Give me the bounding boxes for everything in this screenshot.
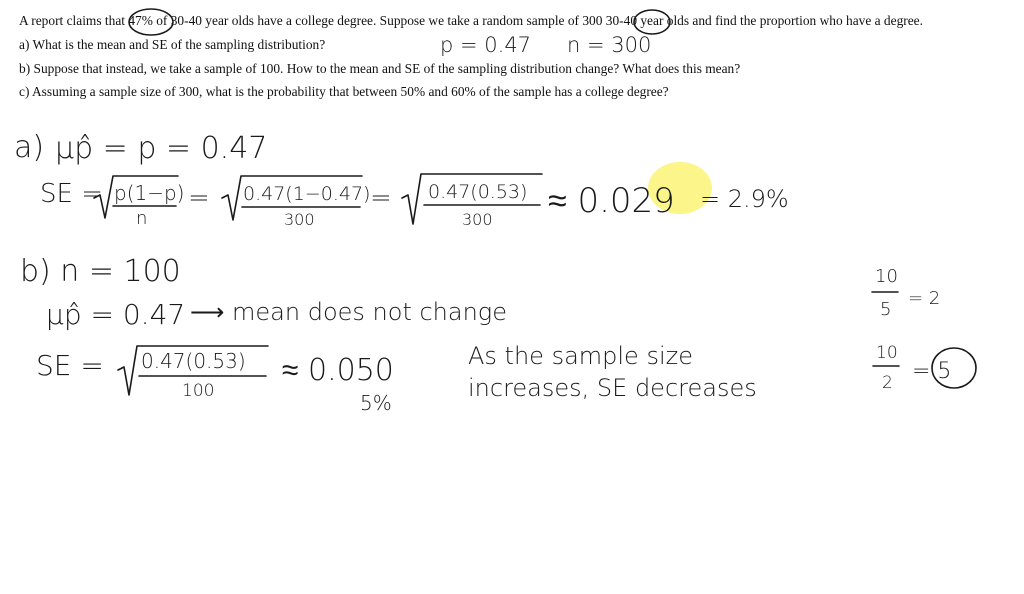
equals-1: =: [188, 183, 210, 213]
a-mean: μp̂ = p = 0.47: [55, 131, 268, 166]
circle-47-percent: [129, 9, 173, 35]
b-se-percent: 5%: [360, 391, 392, 415]
a-label: a): [14, 130, 45, 165]
a-formula-num: p(1−p): [114, 181, 185, 205]
question-c: c) Assuming a sample size of 300, what is the probability that between 50% and 60% of the sample has a college degree?: [19, 84, 669, 99]
b-mean: μp̂ = 0.47: [46, 298, 186, 331]
b-se-num: 0.47(0.53): [141, 349, 246, 373]
a-sub-num: 0.47(1−0.47): [243, 183, 371, 205]
question-b: b) Suppose that instead, we take a sample of 100. How to the mean and SE of the sampling distribution change? What does this mean?: [19, 61, 741, 76]
b-label: b) n = 100: [20, 254, 181, 289]
ratio2-res: = 5: [912, 359, 952, 384]
b-comment-1: As the sample size: [468, 342, 693, 370]
b-comment-2: increases, SE decreases: [468, 374, 757, 402]
ratio2-num: 10: [876, 343, 898, 363]
a-sub-den: 300: [284, 210, 315, 229]
b-se-den: 100: [182, 381, 215, 401]
question-a: a) What is the mean and SE of the sampling distribution?: [19, 37, 326, 52]
b-se-label: SE =: [36, 349, 104, 382]
b-mean-note: ⟶ mean does not change: [190, 298, 507, 326]
ratio1-res: = 2: [908, 288, 941, 309]
a-se-percent: = 2.9%: [700, 185, 789, 213]
given-n: n = 300: [567, 33, 652, 57]
equals-2: =: [370, 183, 392, 213]
ratio1-den: 5: [880, 299, 892, 320]
circle-300: [634, 10, 670, 34]
a-simpl-num: 0.47(0.53): [428, 181, 528, 203]
b-se-result: ≈ 0.050: [282, 353, 394, 388]
a-se-result: ≈ 0.029: [548, 181, 675, 221]
problem-intro: A report claims that 47% of 30-40 year olds have a college degree. Suppose we take a random sample of 300 30-40 year olds and find the proportion who have a degree.: [19, 13, 923, 28]
a-simpl-den: 300: [462, 210, 493, 229]
a-formula-den: n: [136, 208, 148, 229]
given-p: p = 0.47: [440, 33, 532, 57]
ratio2-den: 2: [882, 373, 893, 393]
a-se-label: SE =: [40, 179, 103, 209]
ratio1-num: 10: [875, 266, 898, 287]
